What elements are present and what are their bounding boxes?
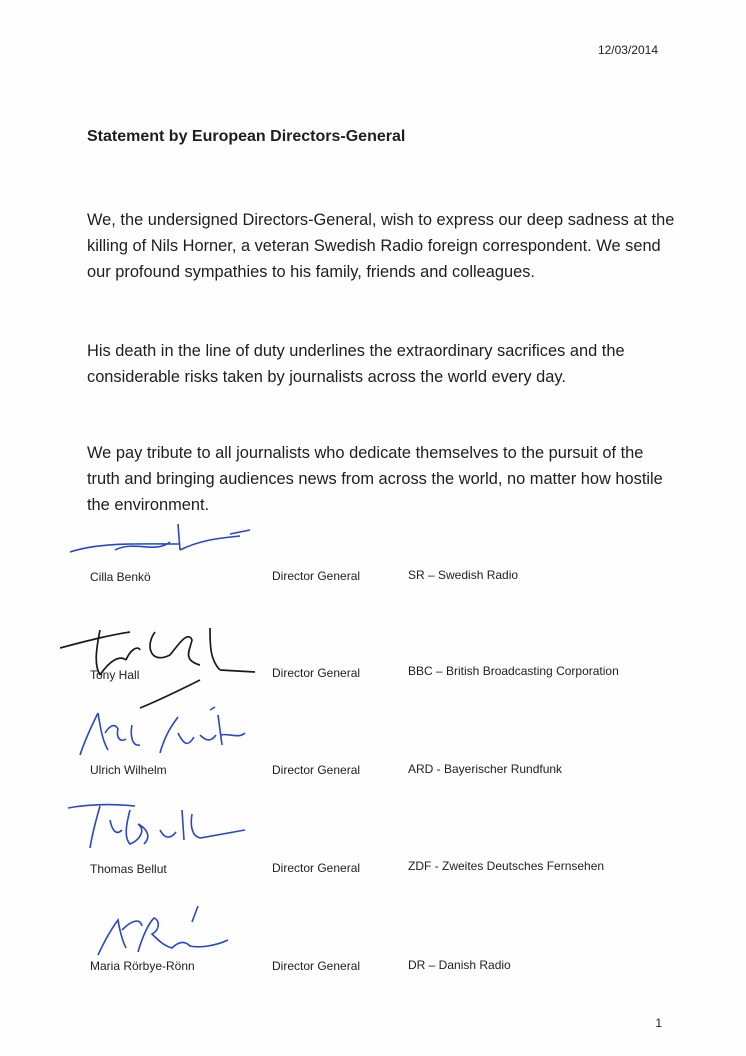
signatory-role: Director General	[272, 959, 361, 973]
signatory-role: Director General	[272, 861, 361, 875]
signatory-role: Director General	[272, 666, 361, 680]
signatory-name: Tony Hall	[90, 668, 140, 682]
signatory-org: SR – Swedish Radio	[408, 568, 519, 582]
page-number: 1	[655, 1016, 662, 1030]
document-date: 12/03/2014	[597, 43, 658, 57]
signatory-block-1	[0, 520, 746, 610]
signature-wilhelm	[60, 705, 260, 760]
signature-rorbye-ronn	[60, 900, 260, 960]
signatory-role: Director General	[272, 763, 361, 777]
signatory-block-3	[0, 705, 746, 795]
signatory-block-5	[0, 900, 746, 990]
signatory-block-2	[0, 620, 746, 710]
signatory-block-4	[0, 800, 746, 890]
signatory-name: Cilla Benkö	[90, 570, 151, 584]
statement-title: Statement by European Directors-General	[87, 128, 406, 145]
signatory-org: BBC – British Broadcasting Corporation	[408, 664, 619, 678]
paragraph-2: His death in the line of duty underlines the extraordinary sacrifices and the considerable risks taken by journalists across the world every day.	[87, 342, 625, 386]
signatory-org: ZDF - Zweites Deutsches Fernsehen	[408, 859, 605, 873]
paragraph-3: We pay tribute to all journalists who dedicate themselves to the pursuit of the truth and bringing audiences news from across the world, no matter how hostile the environment.	[87, 444, 663, 514]
signature-bellut	[60, 800, 260, 855]
signatory-org: ARD - Bayerischer Rundfunk	[408, 762, 563, 776]
signatory-name: Maria Rörbye-Rönn	[90, 959, 195, 973]
signatory-name: Ulrich Wilhelm	[90, 763, 167, 777]
signatory-name: Thomas Bellut	[90, 862, 167, 876]
signatory-role: Director General	[272, 569, 361, 583]
paragraph-1: We, the undersigned Directors-General, wish to express our deep sadness at the killing of Nils Horner, a veteran Swedish Radio foreign correspondent. We send our profound sympathies to his family, friends and colleagues.	[87, 211, 675, 281]
signature-benko	[60, 520, 260, 565]
signatory-org: DR – Danish Radio	[408, 958, 511, 972]
